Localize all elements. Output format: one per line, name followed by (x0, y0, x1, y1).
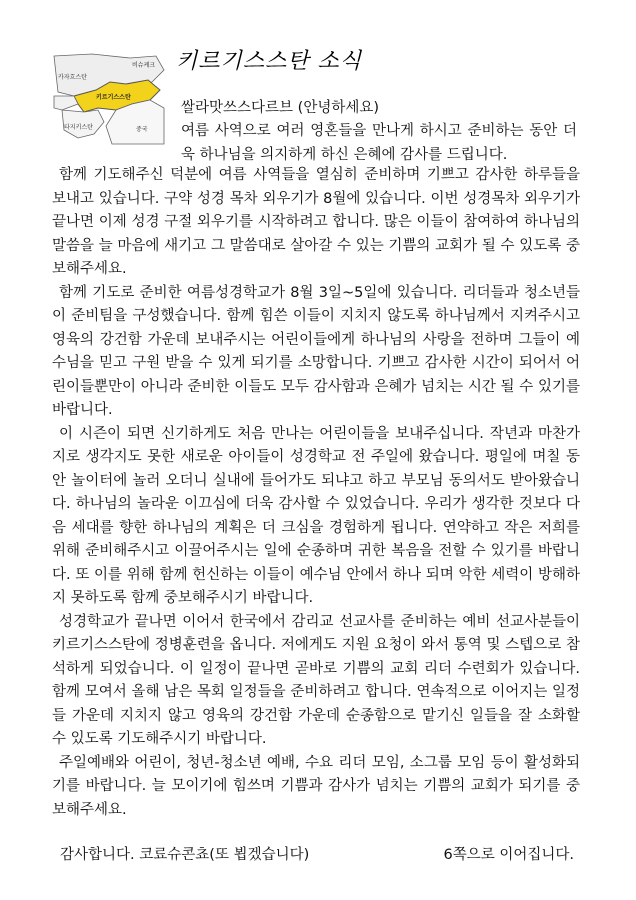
paragraph-3: 이 시즌이 되면 신기하게도 처음 만나는 어린이들을 보내주십니다. 작년과 마찬가지로 생각지도 못한 새로운 아이들이 성경학교 전 주일에 왔습니다. 평일에 며칠 동안 놀이터에 놀러 오더니 실내에 들어가도 되냐고 하고 부모님 동의서도 받아왔습니다. 하나님의 놀라운 이끄심에 더욱 감사할 수 있었습니다. 우리가 생각한 것보다 다음 세대를 향한 하나님의 계획은 더 크심을 경험하게 됩니다. 연약하고 작은 저희를 위해 준비해주시고 이끌어주시는 일에 순종하며 귀한 복음을 전할 수 있기를 바랍니다. 또 이를 위해 함께 헌신하는 이들이 예수님 안에서 하나 되며 악한 세력이 방해하지 못하도록 함께 중보해주시기 바랍니다. (52, 425, 580, 606)
closing-thanks: 감사합니다. 코료슈콘쵸(또 뵙겠습니다) (60, 847, 310, 863)
continued-note: 6쪽으로 이어집니다. (443, 847, 574, 863)
letter-body (52, 164, 580, 822)
paragraph-5: 주일예배와 어린이, 청년-청소년 예배, 수요 리더 모임, 소그룹 모임 등이 활성화되기를 바랍니다. 늘 모이기에 힘쓰며 기쁨과 감사가 넘치는 기쁨의 교회가 되기를 중보해주세요. (52, 754, 580, 818)
map-label-bishkek: 비슈케크 (132, 62, 156, 69)
map-label-china: 중국 (136, 126, 148, 133)
paragraph-2: 함께 기도로 준비한 여름성경학교가 8월 3일~5일에 있습니다. 리더들과 청소년들이 준비팀을 구성했습니다. 함께 힘쓴 이들이 지치지 않도록 하나님께서 지켜주시고 영육의 강건함 가운데 보내주시는 어린이들에게 하나님의 사랑을 전하며 그들이 예수님을 믿고 구원 받을 수 있게 되기를 소망합니다. 기쁘고 감사한 시간이 되어서 어린이들뿐만이 아니라 준비한 이들도 모두 감사함과 은혜가 넘치는 시간 될 수 있기를 바랍니다. (52, 284, 580, 418)
paragraph-4: 성경학교가 끝나면 이어서 한국에서 감리교 선교사를 준비하는 예비 선교사분들이 키르기스스탄에 정병훈련을 옵니다. 저에게도 지원 요청이 와서 통역 및 스텝으로 참석하게 되었습니다. 이 일정이 끝나면 곧바로 기쁨의 교회 리더 수련회가 있습니다. 함께 모여서 올해 남은 목회 일정들을 준비하려고 합니다. 연속적으로 이어지는 일정들 가운데 지치지 않고 영육의 강건함 가운데 순종함으로 맡기신 일들을 잘 소화할 수 있도록 기도해주시기 바랍니다. (52, 613, 580, 747)
greeting: 쌀라맛쓰스다르브 (안녕하세요) (181, 100, 380, 116)
map-label-kazakhstan: 카자흐스탄 (58, 74, 87, 81)
kyrgyzstan-map (52, 52, 168, 148)
map-label-kyrgyzstan: 키르기스스탄 (96, 94, 131, 101)
paragraph-1: 함께 기도해주신 덕분에 여름 사역들을 열심히 준비하며 기쁘고 감사한 하루들을 보내고 있습니다. 구약 성경 목차 외우기가 8월에 있습니다. 이번 성경목차 외우기가 끝나면 이제 성경 구절 외우기를 시작하려고 합니다. 많은 이들이 참여하여 하나님의 말씀을 늘 마음에 새기고 그 말씀대로 살아갈 수 있는 기쁨의 교회가 될 수 있도록 중보해주세요. (52, 167, 580, 277)
closing-line (60, 843, 580, 864)
page-title: 키르기스스탄 소식 (176, 49, 363, 74)
intro-paragraph: 여름 사역으로 여러 영혼들을 만나게 하시고 준비하는 동안 더욱 하나님을 의지하게 하신 은혜에 감사를 드립니다. (181, 123, 577, 163)
map-label-tajikistan: 타지키스탄 (64, 124, 93, 131)
uzbekistan-region (54, 96, 78, 110)
